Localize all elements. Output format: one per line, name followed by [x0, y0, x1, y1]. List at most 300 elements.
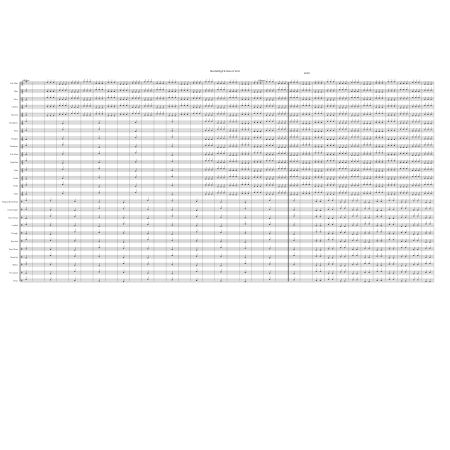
note-head: [257, 92, 258, 93]
note-head: [376, 171, 377, 172]
note-head: [340, 241, 341, 242]
note-head: [417, 249, 418, 250]
note-head: [376, 92, 377, 93]
note-head: [318, 162, 319, 163]
note-head: [418, 131, 419, 132]
note-head: [126, 99, 127, 100]
note-head: [315, 146, 316, 147]
note-head: [424, 123, 425, 124]
note-head: [357, 185, 358, 186]
note-head: [379, 192, 380, 193]
note-head: [138, 98, 139, 99]
note-head: [293, 216, 294, 217]
note-head: [388, 154, 389, 155]
note-head: [400, 89, 401, 90]
note-head: [388, 169, 389, 170]
note-head: [363, 193, 364, 194]
note-head: [50, 106, 51, 107]
note-head: [352, 234, 353, 235]
note-head: [344, 247, 345, 248]
note-head: [400, 83, 401, 84]
note-head: [315, 98, 316, 99]
note-head: [352, 200, 353, 201]
note-head: [333, 179, 334, 180]
note-head: [366, 123, 367, 124]
note-head: [220, 138, 221, 139]
note-head: [220, 89, 221, 90]
note-head: [306, 114, 307, 115]
note-head: [330, 154, 331, 155]
note-head: [208, 106, 209, 107]
note-head: [223, 114, 224, 115]
note-head: [254, 98, 255, 99]
note-head: [59, 99, 60, 100]
note-head: [377, 216, 378, 217]
note-head: [417, 240, 418, 241]
note-head: [172, 225, 173, 226]
note-head: [377, 225, 378, 226]
note-head: [205, 106, 206, 107]
note-head: [364, 208, 365, 209]
note-head: [429, 208, 430, 209]
note-head: [320, 256, 321, 257]
note-head: [309, 193, 310, 194]
note-head: [229, 185, 230, 186]
note-head: [389, 273, 390, 274]
staff-label: Drum Set: [10, 256, 18, 259]
note-head: [406, 162, 407, 163]
note-head: [278, 114, 279, 115]
note-head: [284, 177, 285, 178]
note-head: [345, 89, 346, 90]
note-head: [71, 98, 72, 99]
note-head: [269, 81, 270, 82]
note-head: [352, 210, 353, 211]
note-head: [245, 154, 246, 155]
note-head: [172, 176, 173, 177]
note-head: [296, 185, 297, 186]
note-head: [220, 256, 221, 257]
note-head: [99, 241, 100, 242]
note-head: [50, 82, 51, 83]
note-head: [135, 131, 136, 132]
note-head: [303, 178, 304, 179]
note-head: [333, 115, 334, 116]
note-head: [368, 233, 369, 234]
note-head: [340, 202, 341, 203]
note-head: [303, 138, 304, 139]
note-head: [266, 81, 267, 82]
clef-icon: 𝄥: [21, 278, 23, 283]
staff-label: Snare Drum: [8, 217, 18, 220]
note-head: [269, 248, 270, 249]
note-head: [382, 137, 383, 138]
note-head: [394, 81, 395, 82]
note-head: [223, 138, 224, 139]
staff-label: Clarinet: [11, 106, 18, 109]
note-head: [381, 210, 382, 211]
note-head: [368, 272, 369, 273]
note-head: [320, 201, 321, 202]
note-head: [315, 92, 316, 93]
note-head: [229, 137, 230, 138]
note-head: [260, 107, 261, 108]
note-head: [278, 147, 279, 148]
note-head: [316, 271, 317, 272]
note-head: [132, 83, 133, 84]
note-head: [62, 193, 63, 194]
note-head: [381, 271, 382, 272]
note-head: [114, 115, 115, 116]
note-head: [284, 153, 285, 154]
note-head: [418, 106, 419, 107]
note-head: [205, 194, 206, 195]
note-head: [309, 145, 310, 146]
note-head: [389, 233, 390, 234]
note-head: [345, 168, 346, 169]
note-head: [315, 83, 316, 84]
note-head: [144, 100, 145, 101]
note-head: [412, 97, 413, 98]
note-head: [315, 122, 316, 123]
note-head: [315, 171, 316, 172]
note-head: [193, 98, 194, 99]
note-head: [406, 83, 407, 84]
note-head: [303, 114, 304, 115]
note-head: [315, 107, 316, 108]
note-head: [345, 129, 346, 130]
note-head: [340, 281, 341, 282]
note-head: [415, 170, 416, 171]
note-head: [65, 90, 66, 91]
note-head: [393, 273, 394, 274]
note-head: [376, 122, 377, 123]
note-head: [412, 115, 413, 116]
note-head: [393, 200, 394, 201]
note-head: [379, 146, 380, 147]
note-head: [269, 160, 270, 161]
note-head: [205, 169, 206, 170]
note-head: [217, 168, 218, 169]
note-head: [290, 131, 291, 132]
note-head: [156, 107, 157, 108]
note-head: [266, 179, 267, 180]
note-head: [340, 217, 341, 218]
note-head: [196, 250, 197, 251]
note-head: [424, 105, 425, 106]
note-head: [220, 247, 221, 248]
note-head: [415, 185, 416, 186]
note-head: [147, 106, 148, 107]
staff-label: Oboe: [13, 98, 18, 101]
note-head: [196, 107, 197, 108]
note-head: [62, 184, 63, 185]
note-head: [135, 192, 136, 193]
note-head: [257, 152, 258, 153]
note-head: [220, 272, 221, 273]
note-head: [236, 185, 237, 186]
note-head: [320, 265, 321, 266]
note-head: [430, 178, 431, 179]
note-head: [342, 123, 343, 124]
note-head: [223, 98, 224, 99]
note-head: [260, 146, 261, 147]
note-head: [278, 162, 279, 163]
note-head: [175, 97, 176, 98]
note-head: [405, 232, 406, 233]
note-head: [223, 168, 224, 169]
note-head: [272, 106, 273, 107]
note-head: [364, 224, 365, 225]
note-head: [135, 122, 136, 123]
note-head: [181, 90, 182, 91]
note-head: [242, 145, 243, 146]
note-head: [211, 169, 212, 170]
note-head: [366, 99, 367, 100]
note-head: [120, 114, 121, 115]
note-head: [352, 279, 353, 280]
note-head: [147, 100, 148, 101]
note-head: [316, 280, 317, 281]
note-head: [357, 146, 358, 147]
note-head: [220, 123, 221, 124]
note-head: [290, 91, 291, 92]
note-head: [356, 255, 357, 256]
note-head: [193, 92, 194, 93]
note-head: [99, 193, 100, 194]
staff-label: Percussion: [9, 272, 18, 275]
note-head: [248, 154, 249, 155]
note-head: [379, 113, 380, 114]
note-head: [339, 138, 340, 139]
note-head: [135, 171, 136, 172]
note-head: [320, 280, 321, 281]
note-head: [427, 84, 428, 85]
note-head: [417, 216, 418, 217]
note-head: [99, 107, 100, 108]
note-head: [318, 83, 319, 84]
note-head: [205, 81, 206, 82]
note-head: [381, 231, 382, 232]
note-head: [318, 92, 319, 93]
note-head: [196, 92, 197, 93]
note-head: [333, 100, 334, 101]
note-head: [99, 89, 100, 90]
note-head: [220, 265, 221, 266]
staff-label: Horn: [13, 130, 18, 133]
note-head: [284, 123, 285, 124]
note-head: [293, 82, 294, 83]
note-head: [111, 97, 112, 98]
note-head: [357, 97, 358, 98]
note-head: [59, 84, 60, 85]
note-head: [86, 106, 87, 107]
note-head: [120, 84, 121, 85]
note-head: [424, 193, 425, 194]
note-head: [366, 154, 367, 155]
note-head: [248, 163, 249, 164]
staff-label: Bassoon: [11, 114, 18, 117]
note-head: [366, 105, 367, 106]
note-head: [217, 83, 218, 84]
note-head: [269, 194, 270, 195]
note-head: [339, 129, 340, 130]
note-head: [74, 107, 75, 108]
note-head: [333, 139, 334, 140]
clef-icon: 𝄞: [21, 120, 24, 125]
note-head: [172, 91, 173, 92]
note-head: [418, 115, 419, 116]
note-head: [342, 153, 343, 154]
clef-icon: 𝄞: [21, 143, 24, 149]
note-head: [318, 186, 319, 187]
note-head: [269, 218, 270, 219]
note-head: [272, 81, 273, 82]
note-head: [315, 177, 316, 178]
note-head: [159, 89, 160, 90]
note-head: [382, 192, 383, 193]
note-head: [415, 146, 416, 147]
note-head: [339, 153, 340, 154]
note-head: [351, 115, 352, 116]
note-head: [306, 184, 307, 185]
note-head: [400, 114, 401, 115]
note-head: [369, 129, 370, 130]
note-head: [74, 256, 75, 257]
staff-label: Alto Horn: [9, 154, 18, 157]
note-head: [366, 178, 367, 179]
note-head: [71, 83, 72, 84]
note-head: [369, 114, 370, 115]
note-head: [351, 82, 352, 83]
note-head: [427, 138, 428, 139]
note-head: [50, 264, 51, 265]
note-head: [290, 176, 291, 177]
note-head: [376, 83, 377, 84]
note-head: [138, 107, 139, 108]
note-head: [278, 129, 279, 130]
note-head: [296, 121, 297, 122]
note-head: [205, 154, 206, 155]
note-head: [172, 155, 173, 156]
note-head: [357, 176, 358, 177]
note-head: [83, 81, 84, 82]
note-head: [377, 241, 378, 242]
note-head: [296, 91, 297, 92]
note-head: [245, 129, 246, 130]
note-head: [257, 171, 258, 172]
note-head: [169, 91, 170, 92]
note-head: [86, 90, 87, 91]
note-head: [217, 107, 218, 108]
note-head: [344, 232, 345, 233]
note-head: [257, 186, 258, 187]
note-head: [229, 146, 230, 147]
note-head: [111, 91, 112, 92]
note-head: [96, 107, 97, 108]
note-head: [405, 256, 406, 257]
note-head: [364, 217, 365, 218]
note-head: [245, 242, 246, 243]
note-head: [296, 115, 297, 116]
note-head: [391, 130, 392, 131]
note-head: [327, 106, 328, 107]
note-head: [316, 250, 317, 251]
note-head: [400, 107, 401, 108]
note-head: [290, 137, 291, 138]
note-head: [344, 217, 345, 218]
note-head: [25, 90, 26, 91]
note-head: [366, 169, 367, 170]
note-head: [272, 130, 273, 131]
note-head: [376, 162, 377, 163]
note-head: [389, 248, 390, 249]
note-head: [245, 208, 246, 209]
note-head: [417, 210, 418, 211]
note-head: [333, 160, 334, 161]
note-head: [123, 257, 124, 258]
note-head: [389, 239, 390, 240]
note-head: [257, 146, 258, 147]
note-head: [50, 273, 51, 274]
note-head: [351, 155, 352, 156]
note-head: [382, 152, 383, 153]
note-head: [364, 257, 365, 258]
note-head: [196, 271, 197, 272]
note-head: [351, 194, 352, 195]
clef-icon: 𝄞: [21, 104, 24, 110]
note-head: [132, 98, 133, 99]
note-head: [25, 115, 26, 116]
note-head: [332, 258, 333, 259]
note-head: [272, 145, 273, 146]
note-head: [208, 115, 209, 116]
note-head: [172, 161, 173, 162]
note-head: [356, 234, 357, 235]
note-head: [403, 177, 404, 178]
note-head: [412, 106, 413, 107]
note-head: [425, 248, 426, 249]
note-head: [427, 163, 428, 164]
note-head: [199, 83, 200, 84]
note-head: [401, 241, 402, 242]
clef-icon: 𝄥: [21, 230, 23, 236]
note-head: [269, 185, 270, 186]
note-head: [354, 194, 355, 195]
note-head: [99, 265, 100, 266]
note-head: [376, 137, 377, 138]
note-head: [99, 256, 100, 257]
note-head: [114, 97, 115, 98]
note-head: [211, 145, 212, 146]
note-head: [320, 271, 321, 272]
note-head: [405, 217, 406, 218]
note-head: [413, 255, 414, 256]
note-head: [425, 257, 426, 258]
note-head: [330, 115, 331, 116]
note-head: [309, 114, 310, 115]
note-head: [172, 264, 173, 265]
note-head: [159, 98, 160, 99]
note-head: [394, 179, 395, 180]
note-head: [388, 145, 389, 146]
note-head: [339, 114, 340, 115]
note-head: [391, 160, 392, 161]
note-head: [405, 247, 406, 248]
note-head: [330, 169, 331, 170]
note-head: [394, 154, 395, 155]
note-head: [366, 163, 367, 164]
